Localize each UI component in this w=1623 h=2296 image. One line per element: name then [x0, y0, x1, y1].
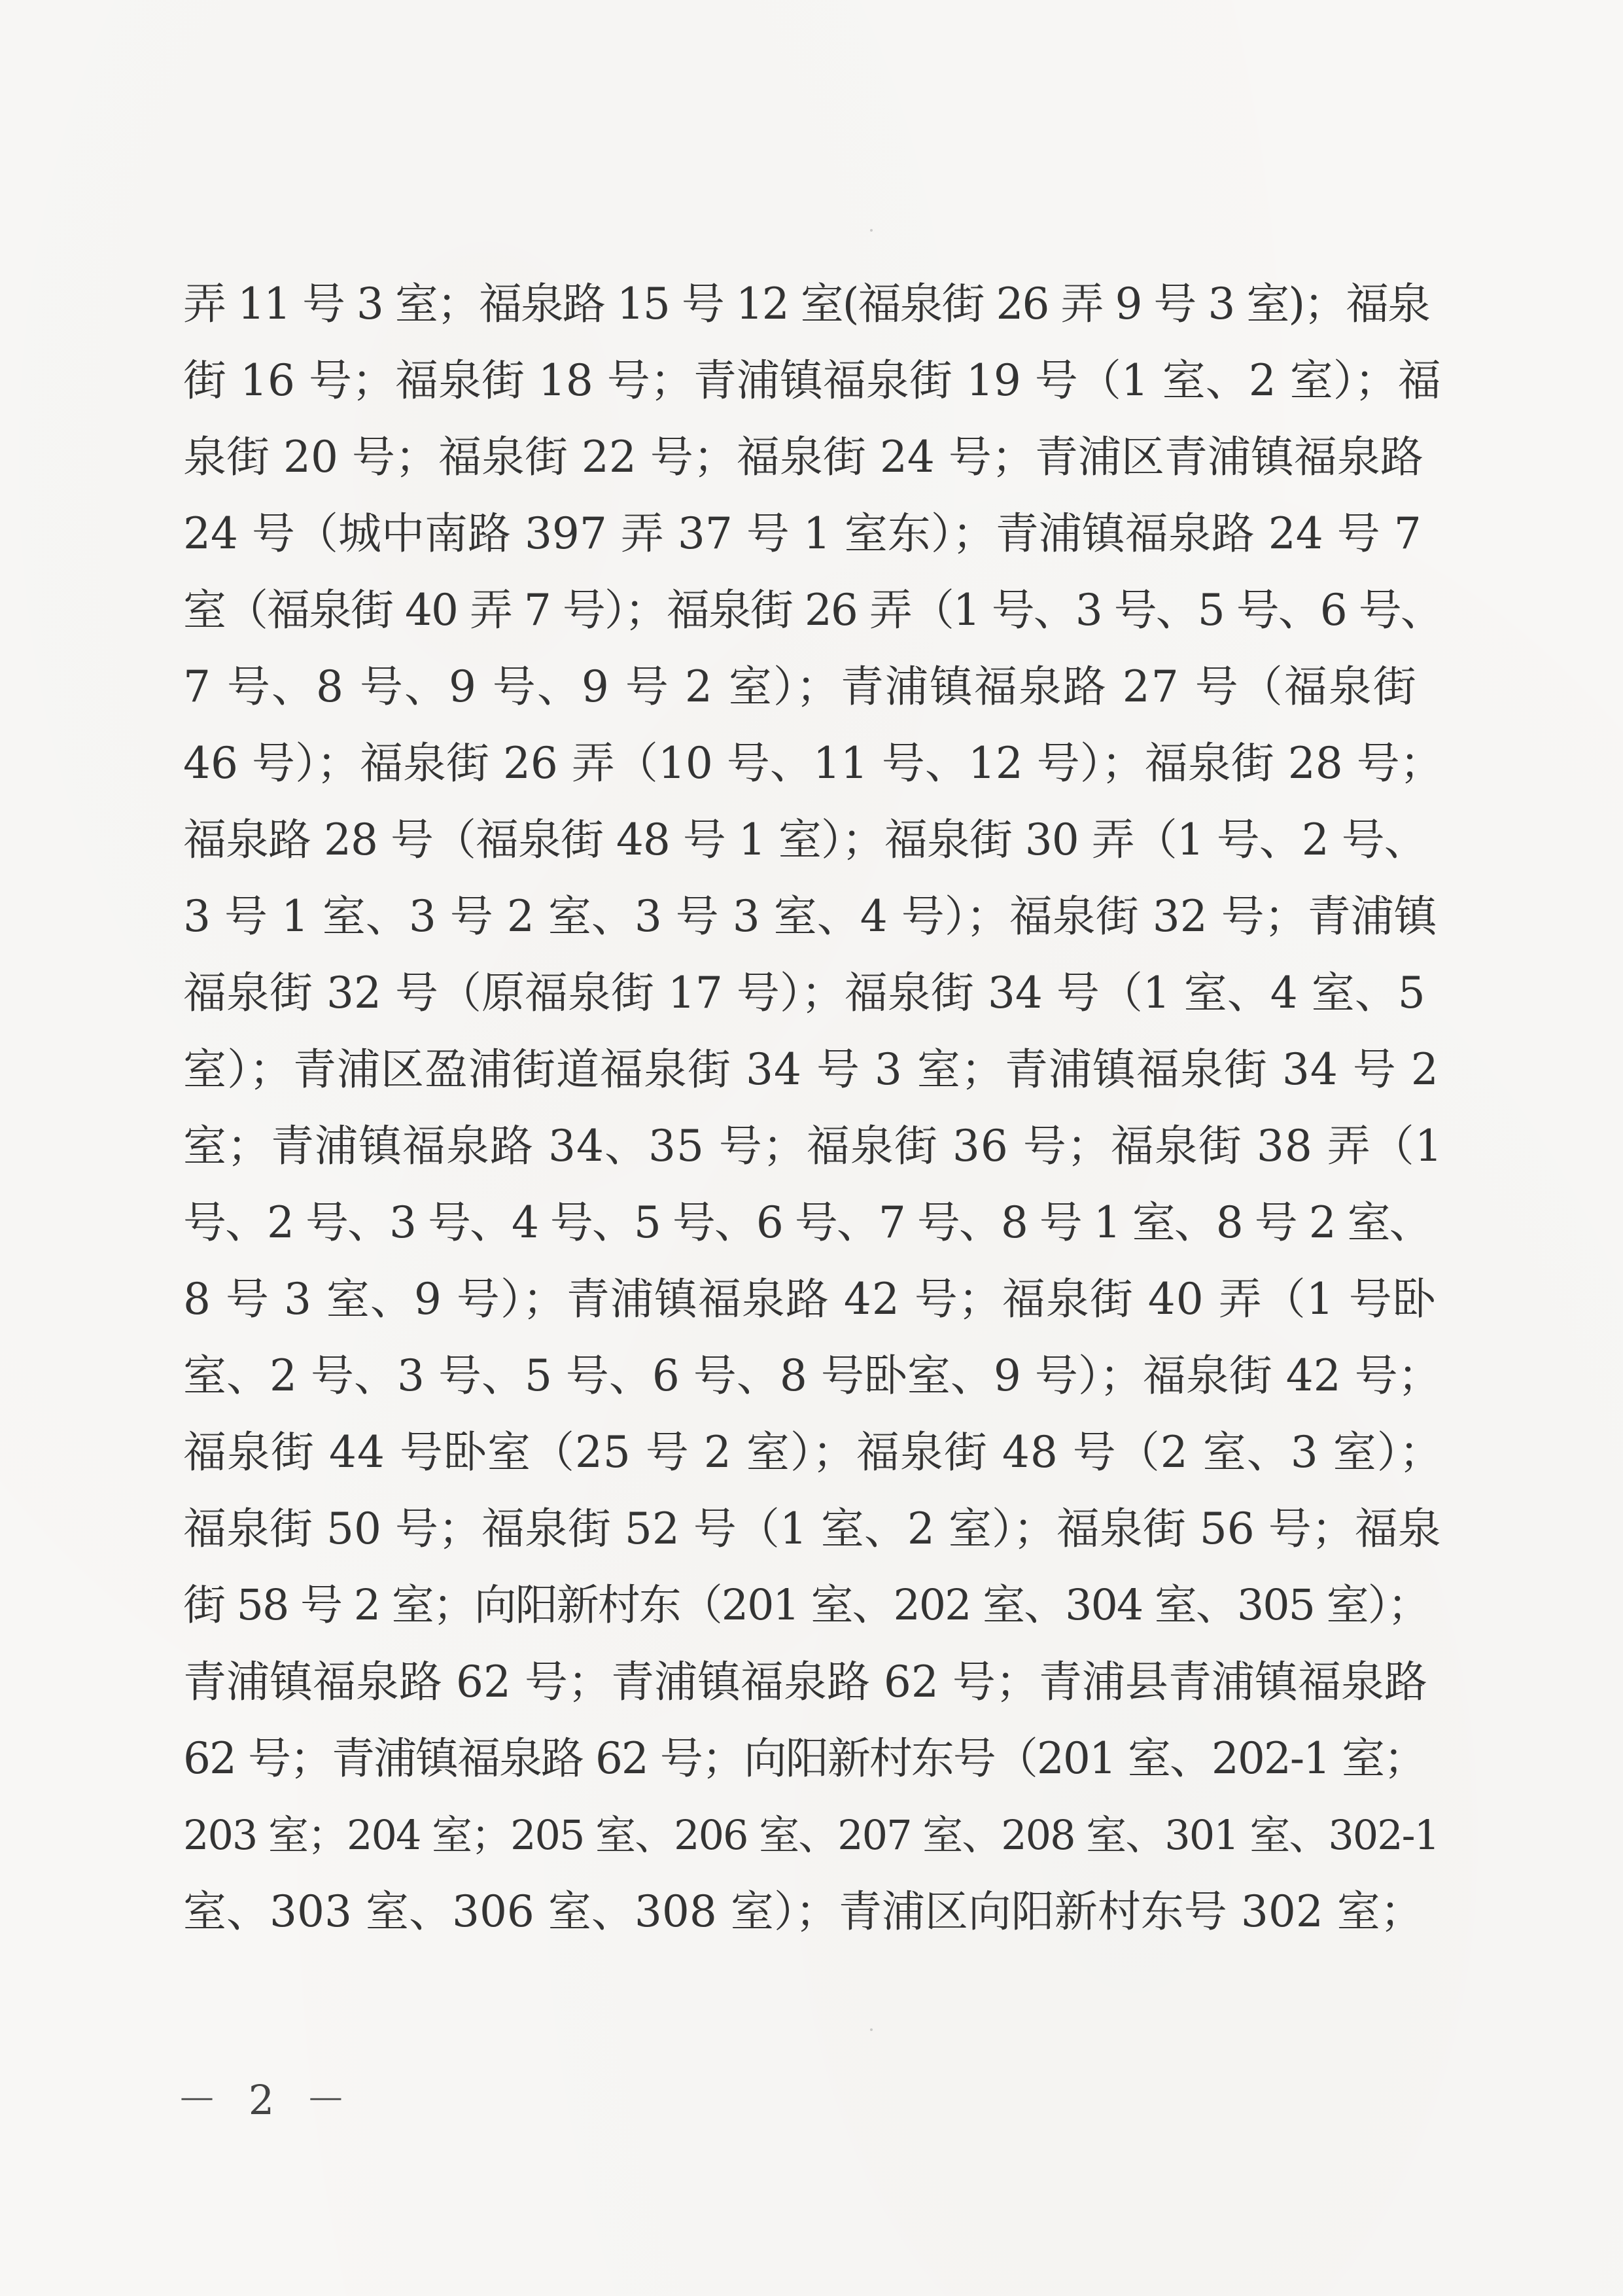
text-line-7: 46 号）；福泉街 26 弄（10 号、11 号、12 号）；福泉街 28 号；	[183, 738, 1443, 788]
text-line-18: 街 58 号 2 室；向阳新村东（201 室、202 室、304 室、305 室）；	[183, 1581, 1429, 1630]
text-line-5: 室（福泉街 40 弄 7 号）；福泉街 26 弄（1 号、3 号、5 号、6 号、	[183, 585, 1442, 635]
scan-speck	[870, 229, 873, 232]
text-line-22: 室、303 室、306 室、308 室）；青浦区向阳新村东号 302 室；	[183, 1886, 1423, 1937]
text-line-10: 福泉街 32 号（原福泉街 17 号）；福泉街 34 号（1 室、4 室、5	[183, 968, 1425, 1018]
text-line-8: 福泉路 28 号（福泉街 48 号 1 室）；福泉街 30 弄（1 号、2 号、	[183, 815, 1427, 865]
text-line-1: 弄 11 号 3 室；福泉路 15 号 12 室(福泉街 26 弄 9 号 3 室)；福泉	[183, 279, 1430, 329]
text-line-14: 8 号 3 室、9 号）；青浦镇福泉路 42 号；福泉街 40 弄（1 号卧	[183, 1274, 1437, 1324]
text-line-4: 24 号（城中南路 397 弄 37 号 1 室东）；青浦镇福泉路 24 号 7	[183, 508, 1422, 559]
text-line-17: 福泉街 50 号；福泉街 52 号（1 室、2 室）；福泉街 56 号；福泉	[183, 1504, 1441, 1554]
text-line-16: 福泉街 44 号卧室（25 号 2 室）；福泉街 48 号（2 室、3 室）；	[183, 1427, 1443, 1477]
text-line-15: 室、2 号、3 号、5 号、6 号、8 号卧室、9 号）；福泉街 42 号；	[183, 1351, 1441, 1401]
text-line-20: 62 号；青浦镇福泉路 62 号；向阳新村东号（201 室、202-1 室；	[183, 1733, 1426, 1784]
text-line-9: 3 号 1 室、3 号 2 室、3 号 3 室、4 号）；福泉街 32 号；青浦镇	[183, 891, 1437, 942]
page-number: － 2 －	[177, 2076, 355, 2124]
text-line-21: 203 室；204 室；205 室、206 室、207 室、208 室、301 室、302-1	[183, 1811, 1439, 1859]
text-line-6: 7 号、8 号、9 号、9 号 2 室）；青浦镇福泉路 27 号（福泉街	[183, 662, 1418, 712]
text-line-13: 号、2 号、3 号、4 号、5 号、6 号、7 号、8 号 1 室、8 号 2 室、	[183, 1197, 1431, 1248]
text-line-3: 泉街 20 号；福泉街 22 号；福泉街 24 号；青浦区青浦镇福泉路	[183, 432, 1423, 482]
text-line-2: 街 16 号；福泉街 18 号；青浦镇福泉街 19 号（1 室、2 室）；福	[183, 355, 1441, 406]
text-line-19: 青浦镇福泉路 62 号；青浦镇福泉路 62 号；青浦县青浦镇福泉路	[183, 1657, 1427, 1707]
text-line-11: 室）；青浦区盈浦街道福泉街 34 号 3 室；青浦镇福泉街 34 号 2	[183, 1044, 1439, 1095]
text-line-12: 室；青浦镇福泉路 34、35 号；福泉街 36 号；福泉街 38 弄（1	[183, 1121, 1443, 1171]
scan-speck	[870, 2028, 873, 2031]
